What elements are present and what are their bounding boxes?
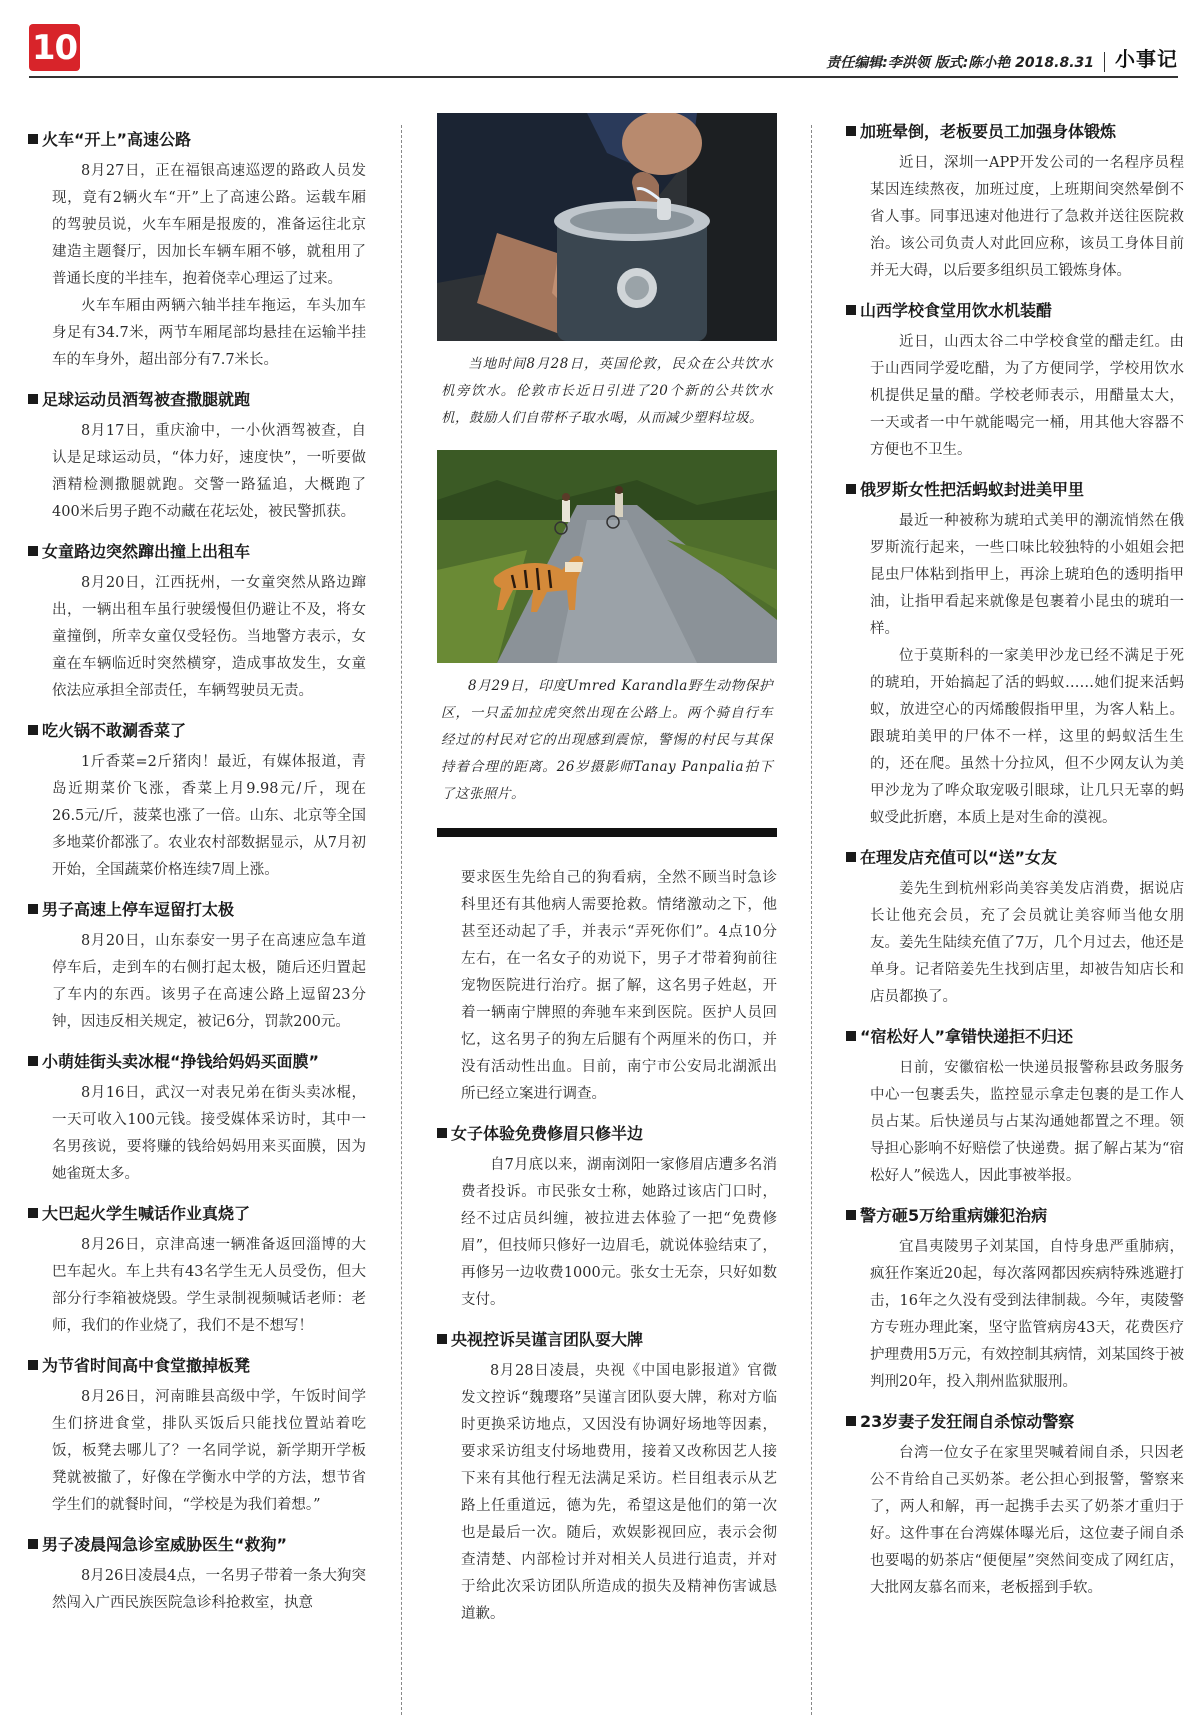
headline-bullet-icon — [846, 852, 856, 862]
news-paragraph: 1斤香菜=2斤猪肉！最近，有媒体报道，青岛近期菜价飞涨，香菜上月9.98元/斤，现在26.5元/斤，菠菜也涨了一倍。山东、北京等全国多地菜价都涨了。农业农村部数据显示，从7月初开始，全国蔬菜价格连续7周上涨。 — [52, 754, 366, 878]
column-left — [28, 128, 366, 1631]
headline-bullet-icon — [28, 394, 38, 404]
news-item — [846, 1025, 1184, 1190]
headline-text: 男子凌晨闯急诊室威胁医生“救狗” — [42, 1535, 288, 1554]
news-headline — [846, 120, 1184, 144]
column-middle — [437, 113, 777, 1642]
headline-bullet-icon — [846, 126, 856, 136]
headline-bullet-icon — [846, 1210, 856, 1220]
headline-text: 央视控诉吴谨言团队耍大牌 — [451, 1330, 644, 1349]
news-paragraph: 8月28日凌晨，央视《中国电影报道》官微发文控诉“魏璎珞”吴谨言团队耍大牌，称对方临时更换采访地点，又因没有协调好场地等因素，要求采访组支付场地费用，接着又改称因艺人接下来有其他行程无法满足采访。栏目组表示从艺路上任重道远，德为先，希望这是他们的第一次也是最后一次。随后，欢娱影视回应，表示会彻查清楚、内部检讨并对相关人员进行追责，并对于给此次采访团队所造成的损失及精神伤害诚恳道歉。 — [461, 1363, 777, 1622]
news-paragraph: 自7月底以来，湖南浏阳一家修眉店遭多名消费者投诉。市民张女士称，她路过该店门口时，经不过店员纠缠，被拉进去体验了一把“免费修眉”，但技师只修好一边眉毛，就说体验结束了，再修另一边收费1000元。张女士无奈，只好如数支付。 — [461, 1157, 777, 1308]
middle-articles — [437, 1122, 777, 1628]
headline-text: 大巴起火学生喊话作业真烧了 — [42, 1204, 251, 1223]
news-item — [28, 719, 366, 884]
news-headline — [846, 1025, 1184, 1049]
news-paragraph: 8月27日，正在福银高速巡逻的路政人员发现，竟有2辆火车“开”上了高速公路。运载车厢的驾驶员说，火车车厢是报废的，准备运往北京建造主题餐厅，因加长车辆车厢不够，就租用了普通长度的半挂车，抱着侥幸心理运了过来。 — [52, 163, 366, 287]
headline-text: “宿松好人”拿错快递拒不归还 — [860, 1027, 1074, 1046]
page-number: 10 — [29, 24, 80, 71]
news-paragraph: 日前，安徽宿松一快递员报警称县政务服务中心一包裹丢失，监控显示拿走包裹的是工作人员占某。后快递员与占某沟通她都置之不理。领导担心影响不好赔偿了快递费。据了解占某为“宿松好人”候选人，因此事被举报。 — [870, 1060, 1184, 1184]
section-name: 小事记 — [1115, 47, 1178, 71]
news-headline — [28, 1533, 366, 1557]
news-paragraph: 8月26日，河南睢县高级中学，午饭时间学生们挤进食堂，排队买饭后只能找位置站着吃饭，板凳去哪儿了？一名同学说，新学期开学板凳就被撤了，好像在学衡水中学的方法，想节省学生们的就餐时间，“学校是为我们着想。” — [52, 1389, 366, 1513]
news-item — [437, 1328, 777, 1628]
news-item — [28, 1533, 366, 1617]
headline-bullet-icon — [846, 1031, 856, 1041]
news-paragraph: 台湾一位女子在家里哭喊着闹自杀，只因老公不肯给自己买奶茶。老公担心到报警，警察来了，两人和解，再一起携手去买了奶茶才重归于好。这件事在台湾媒体曝光后，这位妻子闹自杀也要喝的奶茶店“便便屋”突然间变成了网红店，大批网友慕名而来，老板摇到手软。 — [870, 1445, 1184, 1596]
headline-bullet-icon — [28, 1360, 38, 1370]
tiger-image — [437, 450, 777, 663]
news-paragraph: 姜先生到杭州彩尚美容美发店消费，据说店长让他充会员，充了会员就让美容师当他女朋友。姜先生陆续充值了7万，几个月过去，他还是单身。记者陪姜先生找到店里，却被告知店长和店员都换了。 — [870, 881, 1184, 1005]
news-item — [28, 898, 366, 1036]
news-headline — [28, 898, 366, 922]
drinking-fountain-image — [437, 113, 777, 341]
news-headline — [28, 388, 366, 412]
news-paragraph: 最近一种被称为琥珀式美甲的潮流悄然在俄罗斯流行起来，一些口味比较独特的小姐姐会把昆虫尸体粘到指甲上，再涂上琥珀色的透明指甲油，让指甲看起来就像是包裹着小昆虫的琥珀一样。 — [870, 513, 1184, 637]
news-headline — [28, 540, 366, 564]
news-headline — [28, 1354, 366, 1378]
headline-bullet-icon — [437, 1334, 447, 1344]
news-item — [846, 299, 1184, 464]
news-headline — [846, 846, 1184, 870]
column-right — [846, 120, 1184, 1616]
news-headline — [846, 1410, 1184, 1434]
headline-text: 23岁妻子发狂闹自杀惊动警察 — [860, 1412, 1075, 1431]
news-item — [28, 1354, 366, 1519]
photo1-caption: 当地时间8月28日，英国伦敦，民众在公共饮水机旁饮水。伦敦市长近日引进了20个新的公共饮水机，鼓励人们自带杯子取水喝，从而减少塑料垃圾。 — [441, 356, 773, 426]
photo2-caption: 8月29日，印度Umred Karandla野生动物保护区，一只孟加拉虎突然出现在公路上。两个骑自行车经过的村民对它的出现感到震惊，警惕的村民与其保持着合理的距离。26岁摄影师Tanay Panpalia拍下了这张照片。 — [441, 678, 773, 802]
headline-text: 女童路边突然蹿出撞上出租车 — [42, 542, 251, 561]
headline-text: 山西学校食堂用饮水机装醋 — [860, 301, 1053, 320]
news-paragraph: 8月20日，山东泰安一男子在高速应急车道停车后，走到车的右侧打起太极，随后还归置起了车内的东西。该男子在高速公路上逗留23分钟，因违反相关规定，被记6分，罚款200元。 — [52, 933, 366, 1030]
news-paragraph: 8月26日，京津高速一辆准备返回淄博的大巴车起火。车上共有43名学生无人员受伤，但大部分行李箱被烧毁。学生录制视频喊话老师：老师，我们的作业烧了，我们不是不想写！ — [52, 1237, 366, 1334]
headline-text: 俄罗斯女性把活蚂蚁封进美甲里 — [860, 480, 1085, 499]
continued-article — [437, 865, 777, 1108]
news-item — [846, 120, 1184, 285]
headline-bullet-icon — [28, 904, 38, 914]
news-item — [846, 846, 1184, 1011]
news-item — [28, 128, 366, 374]
headline-text: 女子体验免费修眉只修半边 — [451, 1124, 644, 1143]
news-paragraph: 8月17日，重庆渝中，一小伙酒驾被查，自认是足球运动员，“体力好，速度快”，一听要做酒精检测撒腿就跑。交警一路猛追，大概跑了400米后男子跑不动藏在花坛处，被民警抓获。 — [52, 423, 366, 520]
news-headline — [437, 1122, 777, 1146]
headline-bullet-icon — [846, 305, 856, 315]
news-item — [437, 1122, 777, 1314]
headline-bullet-icon — [28, 546, 38, 556]
news-paragraph: 近日，山西太谷二中学校食堂的醋走红。由于山西同学爱吃醋，为了方便同学，学校用饮水机提供足量的醋。学校老师表示，用醋量太大，一天或者一中午就能喝完一桶，用其他大容器不方便也不卫生。 — [870, 334, 1184, 458]
column-divider — [811, 125, 812, 1715]
news-item — [28, 388, 366, 526]
headline-bullet-icon — [28, 134, 38, 144]
headline-bullet-icon — [28, 1056, 38, 1066]
headline-text: 男子高速上停车逗留打太极 — [42, 900, 235, 919]
headline-bullet-icon — [28, 1208, 38, 1218]
headline-text: 为节省时间高中食堂撤掉板凳 — [42, 1356, 251, 1375]
headline-bullet-icon — [437, 1128, 447, 1138]
news-headline — [28, 1202, 366, 1226]
separator-bar — [437, 828, 777, 837]
headline-text: 足球运动员酒驾被查撒腿就跑 — [42, 390, 251, 409]
headline-text: 小萌娃街头卖冰棍“挣钱给妈妈买面膜” — [42, 1052, 320, 1071]
news-item — [28, 1202, 366, 1340]
editor-credits: 责任编辑:李洪领 版式:陈小艳 2018.8.31 — [826, 55, 1094, 71]
news-paragraph: 位于莫斯科的一家美甲沙龙已经不满足于死的琥珀，开始搞起了活的蚂蚁……她们捉来活蚂蚁，放进空心的丙烯酸假指甲里，为客人粘上。跟琥珀美甲的尸体不一样，这里的蚂蚁活生生的，还在爬。虽然十分拉风，但不少网友认为美甲沙龙为了哗众取宠吸引眼球，让几只无辜的蚂蚁受此折磨，本质上是对生命的漠视。 — [870, 648, 1184, 826]
news-paragraph: 宜昌夷陵男子刘某国，自恃身患严重肺病，疯狂作案近20起，每次落网都因疾病特殊逃避打击，16年之久没有受到法律制裁。今年，夷陵警方专班办理此案，坚守监管病房43天，花费医疗护理费用5万元，有效控制其病情，刘某国终于被判刑20年，投入荆州监狱服刑。 — [870, 1239, 1184, 1390]
headline-bullet-icon — [28, 725, 38, 735]
drinking-fountain-photo — [437, 113, 777, 341]
headline-text: 吃火锅不敢涮香菜了 — [42, 721, 187, 740]
header-rule — [29, 76, 1178, 78]
news-item — [846, 478, 1184, 832]
news-headline — [846, 299, 1184, 323]
news-headline — [846, 1204, 1184, 1228]
news-headline — [846, 478, 1184, 502]
headline-text: 火车“开上”高速公路 — [42, 130, 192, 149]
news-item — [846, 1204, 1184, 1396]
news-paragraph: 火车车厢由两辆六轴半挂车拖运，车头加车身足有34.7米，两节车厢尾部均悬挂在运输半挂车的车身外，超出部分有7.7米长。 — [52, 298, 366, 368]
headline-bullet-icon — [846, 484, 856, 494]
continued-paragraph: 要求医生先给自己的狗看病，全然不顾当时急诊科里还有其他病人需要抢救。情绪激动之下，他甚至还动起了手，并表示“弄死你们”。4点10分左右，在一名女子的劝说下，男子才带着狗前往宠物医院进行治疗。据了解，这名男子姓赵，开着一辆南宁牌照的奔驰车来到医院。医护人员回忆，这名男子的狗左后腿有个两厘米的伤口，并没有活动性出血。目前，南宁市公安局北湖派出所已经立案进行调查。 — [461, 870, 777, 1102]
news-item — [28, 540, 366, 705]
headline-text: 在理发店充值可以“送”女友 — [860, 848, 1058, 867]
header-divider — [1104, 52, 1105, 72]
news-headline — [28, 1050, 366, 1074]
news-headline — [28, 719, 366, 743]
news-paragraph: 8月26日凌晨4点，一名男子带着一条大狗突然闯入广西民族医院急诊科抢救室，执意 — [52, 1568, 366, 1611]
column-divider — [401, 125, 402, 1715]
headline-text: 警方砸5万给重病嫌犯治病 — [860, 1206, 1048, 1225]
news-headline — [28, 128, 366, 152]
headline-text: 加班晕倒，老板要员工加强身体锻炼 — [860, 122, 1117, 141]
headline-bullet-icon — [846, 1416, 856, 1426]
news-item — [28, 1050, 366, 1188]
news-paragraph: 近日，深圳一APP开发公司的一名程序员程某因连续熬夜，加班过度，上班期间突然晕倒不省人事。同事迅速对他进行了急救并送往医院救治。该公司负责人对此回应称，该员工身体目前并无大碍，以后要多组织员工锻炼身体。 — [870, 155, 1184, 279]
news-paragraph: 8月16日，武汉一对表兄弟在街头卖冰棍，一天可收入100元钱。接受媒体采访时，其中一名男孩说，要将赚的钱给妈妈用来买面膜，因为她雀斑太多。 — [52, 1085, 366, 1182]
news-paragraph: 8月20日，江西抚州，一女童突然从路边蹿出，一辆出租车虽行驶缓慢但仍避让不及，将女童撞倒，所幸女童仅受轻伤。当地警方表示，女童在车辆临近时突然横穿，造成事故发生，女童依法应承担全部责任，车辆驾驶员无责。 — [52, 575, 366, 699]
headline-bullet-icon — [28, 1539, 38, 1549]
news-item — [846, 1410, 1184, 1602]
tiger-road-photo — [437, 450, 777, 663]
page-header — [826, 46, 1178, 72]
news-headline — [437, 1328, 777, 1352]
